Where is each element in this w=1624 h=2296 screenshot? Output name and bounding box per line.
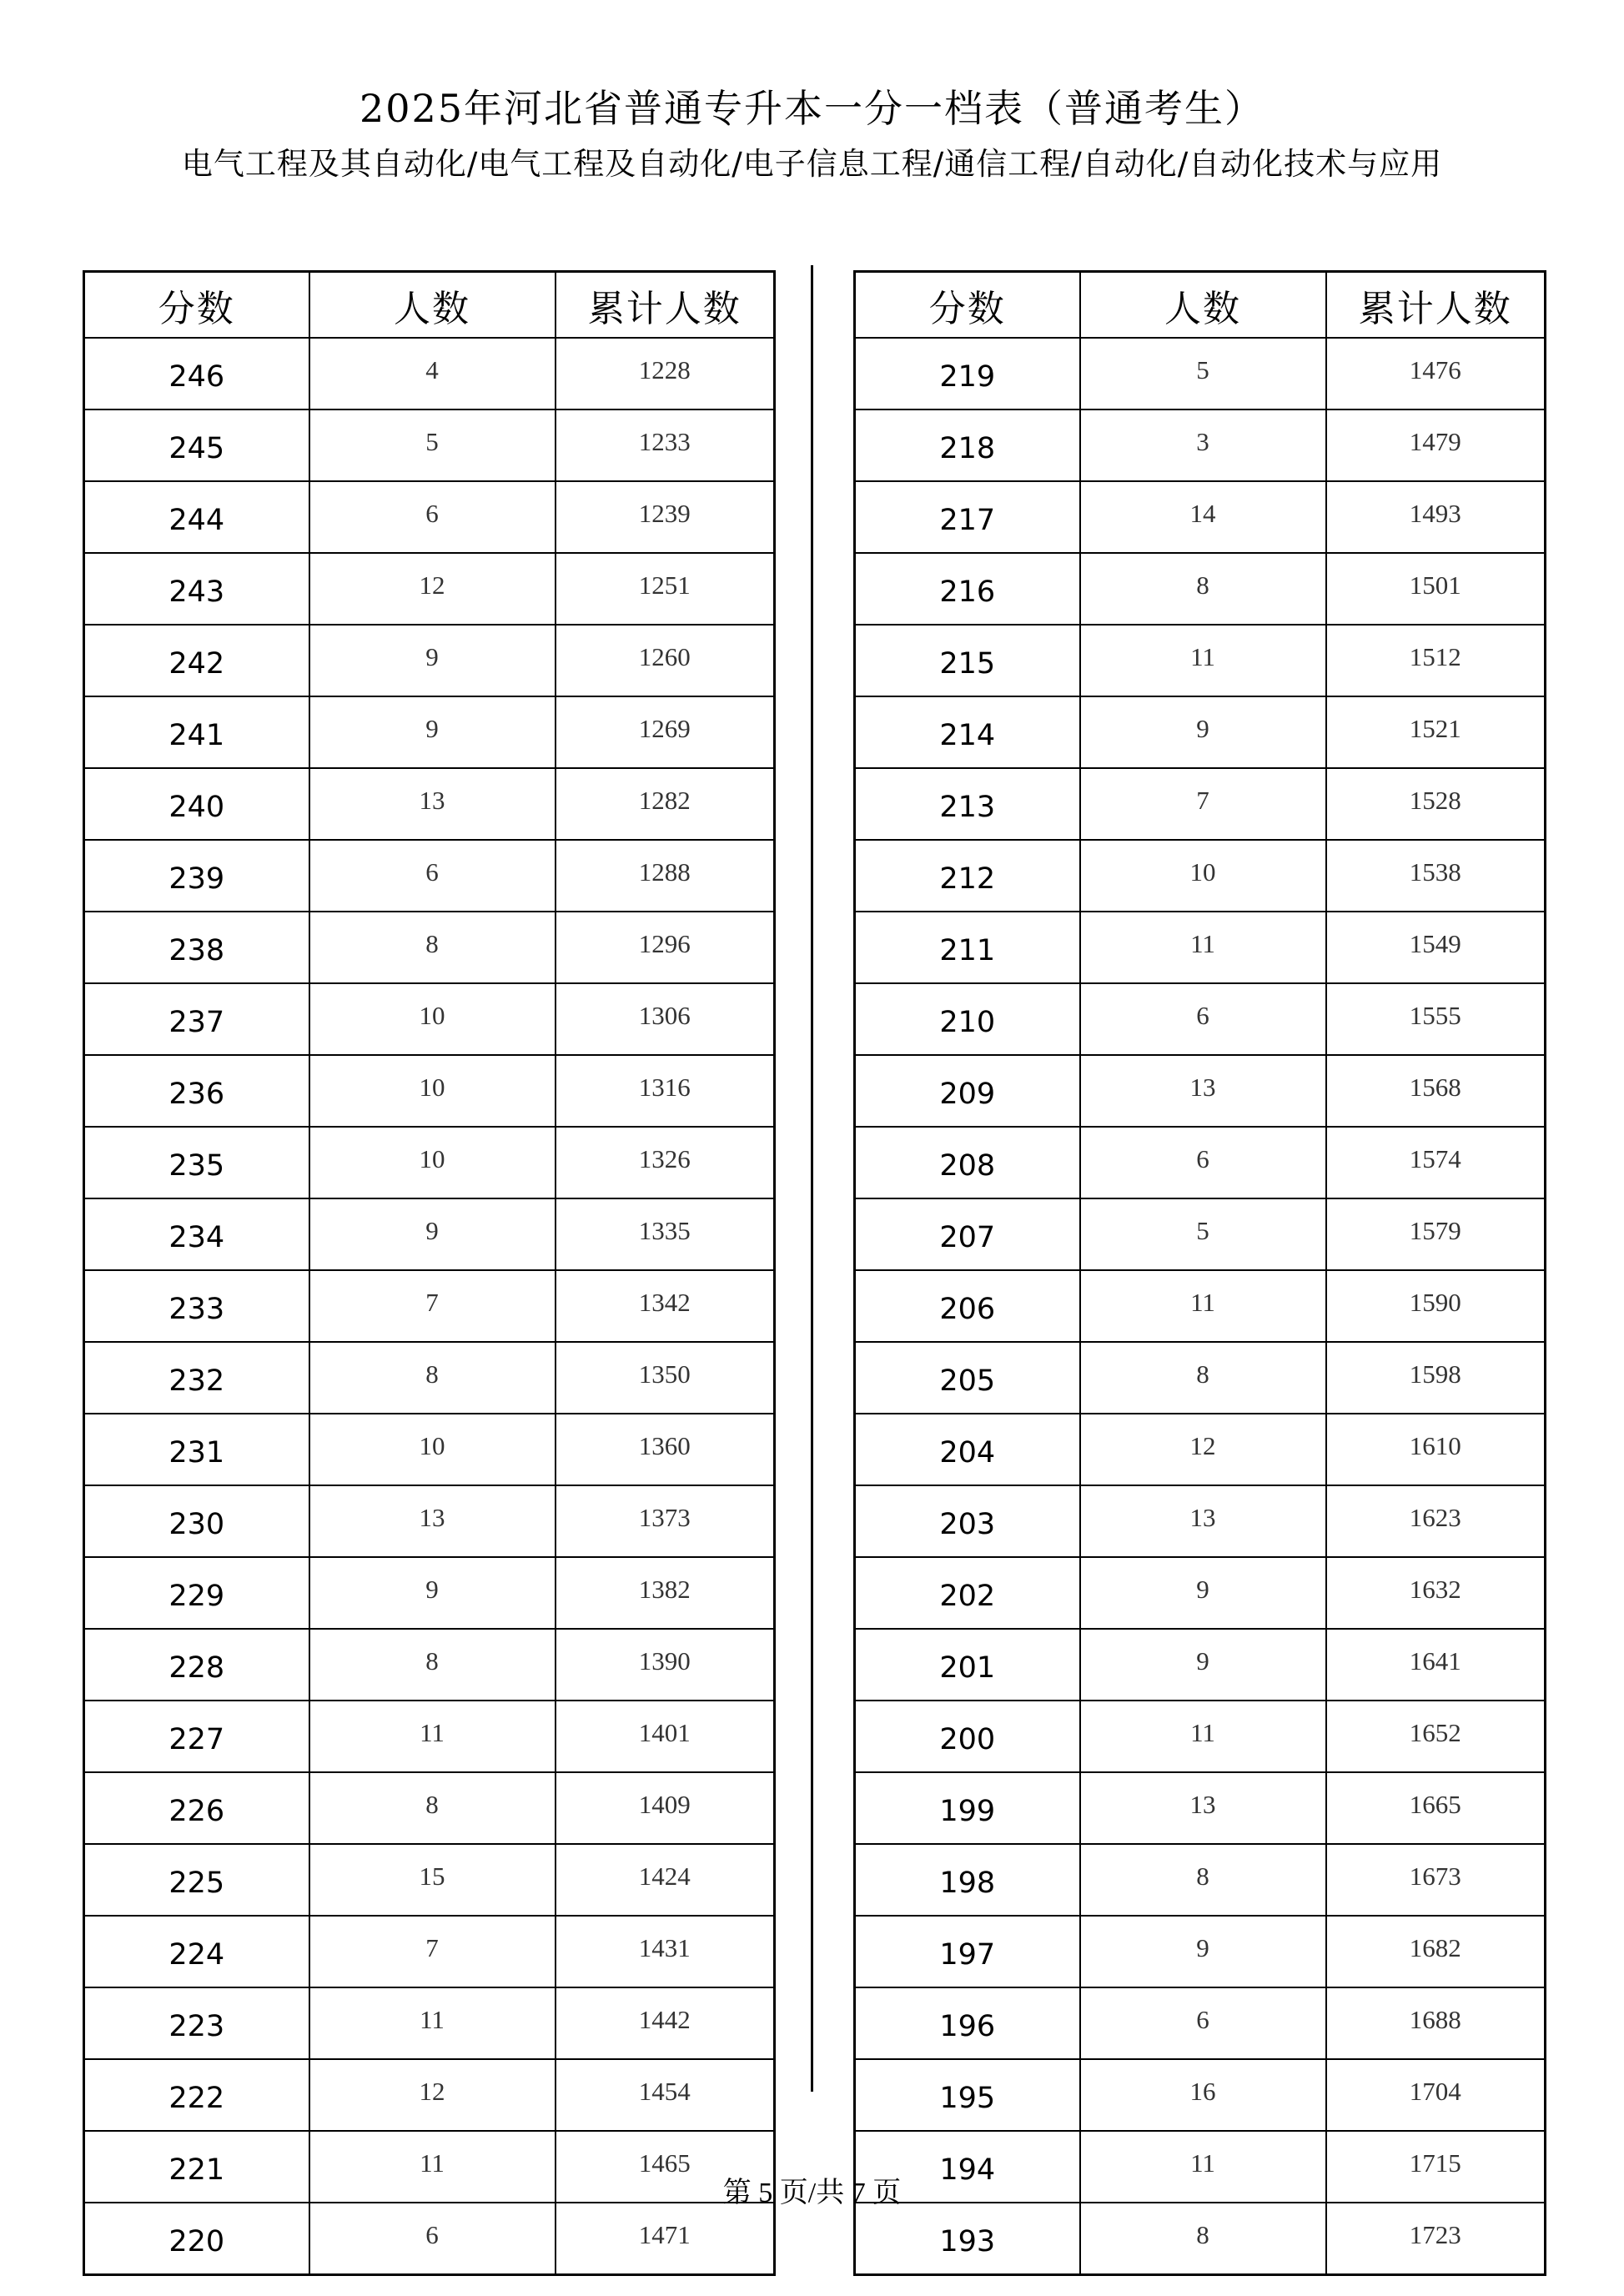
cell-cumulative: 1326 (556, 1127, 775, 1198)
table-row (84, 1772, 775, 1844)
table-row (855, 1342, 1546, 1414)
cell-score: 193 (855, 2203, 1080, 2275)
cell-cumulative: 1579 (1326, 1198, 1546, 1270)
cell-cumulative: 1590 (1326, 1270, 1546, 1342)
cell-count: 3 (1080, 409, 1326, 481)
cell-count: 13 (309, 768, 556, 840)
cell-count: 6 (309, 481, 556, 553)
table-row (855, 840, 1546, 912)
cell-count: 13 (1080, 1772, 1326, 1844)
cell-score: 246 (84, 338, 309, 409)
header-score: 分数 (855, 272, 1080, 339)
cell-count: 11 (1080, 912, 1326, 983)
cell-cumulative: 1479 (1326, 409, 1546, 481)
table-row (855, 1701, 1546, 1772)
cell-cumulative: 1610 (1326, 1414, 1546, 1485)
table-row (855, 481, 1546, 553)
cell-cumulative: 1673 (1326, 1844, 1546, 1916)
cell-count: 11 (309, 2131, 556, 2203)
page-footer: 第 5 页/共 7 页 (722, 2178, 902, 2208)
cell-cumulative: 1568 (1326, 1055, 1546, 1127)
cell-count: 7 (1080, 768, 1326, 840)
cell-cumulative: 1409 (556, 1772, 775, 1844)
cell-cumulative: 1521 (1326, 696, 1546, 768)
cell-cumulative: 1306 (556, 983, 775, 1055)
cell-count: 8 (309, 912, 556, 983)
cell-score: 206 (855, 1270, 1080, 1342)
cell-cumulative: 1401 (556, 1701, 775, 1772)
cell-count: 11 (1080, 625, 1326, 696)
cell-score: 240 (84, 768, 309, 840)
table-row (855, 553, 1546, 625)
page-title: 2025年河北省普通专升本一分一档表（普通考生） (359, 86, 1265, 131)
cell-cumulative: 1431 (556, 1916, 775, 1987)
cell-cumulative: 1688 (1326, 1987, 1546, 2059)
cell-count: 14 (1080, 481, 1326, 553)
cell-count: 11 (1080, 1701, 1326, 1772)
page-subtitle: 电气工程及其自动化/电气工程及自动化/电子信息工程/通信工程/自动化/自动化技术与应用 (181, 146, 1443, 182)
cell-count: 11 (309, 1701, 556, 1772)
cell-score: 241 (84, 696, 309, 768)
cell-cumulative: 1598 (1326, 1342, 1546, 1414)
table-row (855, 1414, 1546, 1485)
cell-cumulative: 1555 (1326, 983, 1546, 1055)
column-divider (811, 265, 813, 2092)
table-row (855, 409, 1546, 481)
table-row (855, 338, 1546, 409)
table-row (84, 481, 775, 553)
table-row (84, 1916, 775, 1987)
cell-score: 237 (84, 983, 309, 1055)
cell-score: 207 (855, 1198, 1080, 1270)
cell-cumulative: 1528 (1326, 768, 1546, 840)
cell-score: 208 (855, 1127, 1080, 1198)
table-row (84, 1127, 775, 1198)
cell-score: 226 (84, 1772, 309, 1844)
cell-score: 217 (855, 481, 1080, 553)
cell-count: 8 (309, 1342, 556, 1414)
cell-cumulative: 1373 (556, 1485, 775, 1557)
cell-count: 4 (309, 338, 556, 409)
cell-count: 9 (1080, 1557, 1326, 1629)
table-body (855, 338, 1546, 2275)
cell-cumulative: 1682 (1326, 1916, 1546, 1987)
cell-score: 199 (855, 1772, 1080, 1844)
table-row (855, 1485, 1546, 1557)
cell-cumulative: 1239 (556, 481, 775, 553)
cell-score: 239 (84, 840, 309, 912)
cell-score: 201 (855, 1629, 1080, 1701)
cell-cumulative: 1549 (1326, 912, 1546, 983)
table-row (84, 768, 775, 840)
header-cumulative: 累计人数 (1326, 272, 1546, 339)
cell-count: 9 (309, 625, 556, 696)
cell-count: 9 (1080, 696, 1326, 768)
table-row (84, 983, 775, 1055)
cell-score: 209 (855, 1055, 1080, 1127)
cell-cumulative: 1342 (556, 1270, 775, 1342)
cell-cumulative: 1501 (1326, 553, 1546, 625)
table-row (84, 1414, 775, 1485)
cell-cumulative: 1652 (1326, 1701, 1546, 1772)
cell-score: 243 (84, 553, 309, 625)
cell-score: 245 (84, 409, 309, 481)
cell-count: 11 (1080, 1270, 1326, 1342)
table-row (84, 1270, 775, 1342)
table-header-row (84, 272, 775, 339)
table-row (84, 2203, 775, 2275)
cell-count: 13 (1080, 1485, 1326, 1557)
cell-score: 215 (855, 625, 1080, 696)
cell-count: 9 (1080, 1916, 1326, 1987)
cell-score: 229 (84, 1557, 309, 1629)
cell-cumulative: 1723 (1326, 2203, 1546, 2275)
table-row (855, 2059, 1546, 2131)
cell-count: 6 (1080, 983, 1326, 1055)
header-cumulative: 累计人数 (556, 272, 775, 339)
table-row (855, 912, 1546, 983)
table-row (84, 338, 775, 409)
table-row (84, 1198, 775, 1270)
cell-cumulative: 1715 (1326, 2131, 1546, 2203)
table-row (84, 1987, 775, 2059)
cell-cumulative: 1512 (1326, 625, 1546, 696)
cell-cumulative: 1382 (556, 1557, 775, 1629)
cell-count: 10 (309, 1055, 556, 1127)
cell-cumulative: 1350 (556, 1342, 775, 1414)
cell-score: 224 (84, 1916, 309, 1987)
cell-count: 16 (1080, 2059, 1326, 2131)
table-row (84, 1629, 775, 1701)
table-row (855, 696, 1546, 768)
table-row (84, 1701, 775, 1772)
cell-cumulative: 1251 (556, 553, 775, 625)
table-row (855, 1055, 1546, 1127)
cell-count: 11 (309, 1987, 556, 2059)
cell-cumulative: 1424 (556, 1844, 775, 1916)
cell-score: 194 (855, 2131, 1080, 2203)
cell-count: 15 (309, 1844, 556, 1916)
cell-cumulative: 1493 (1326, 481, 1546, 553)
cell-cumulative: 1471 (556, 2203, 775, 2275)
table-row (84, 696, 775, 768)
table-header-row (855, 272, 1546, 339)
table-row (855, 1270, 1546, 1342)
cell-score: 205 (855, 1342, 1080, 1414)
cell-score: 244 (84, 481, 309, 553)
cell-score: 195 (855, 2059, 1080, 2131)
cell-count: 9 (309, 1557, 556, 1629)
cell-count: 6 (309, 840, 556, 912)
cell-count: 8 (1080, 553, 1326, 625)
table-row (855, 1198, 1546, 1270)
table-row (84, 1342, 775, 1414)
cell-score: 234 (84, 1198, 309, 1270)
table-row (84, 1485, 775, 1557)
cell-count: 10 (309, 983, 556, 1055)
cell-count: 6 (1080, 1127, 1326, 1198)
cell-count: 11 (1080, 2131, 1326, 2203)
cell-cumulative: 1632 (1326, 1557, 1546, 1629)
cell-cumulative: 1454 (556, 2059, 775, 2131)
cell-count: 6 (309, 2203, 556, 2275)
cell-cumulative: 1288 (556, 840, 775, 912)
cell-count: 5 (309, 409, 556, 481)
table-row (84, 1557, 775, 1629)
table-row (84, 912, 775, 983)
cell-cumulative: 1360 (556, 1414, 775, 1485)
cell-cumulative: 1465 (556, 2131, 775, 2203)
cell-count: 12 (309, 2059, 556, 2131)
cell-count: 8 (309, 1772, 556, 1844)
cell-count: 10 (1080, 840, 1326, 912)
cell-score: 213 (855, 768, 1080, 840)
cell-cumulative: 1390 (556, 1629, 775, 1701)
table-row (84, 409, 775, 481)
cell-count: 10 (309, 1127, 556, 1198)
cell-cumulative: 1538 (1326, 840, 1546, 912)
cell-score: 218 (855, 409, 1080, 481)
cell-cumulative: 1641 (1326, 1629, 1546, 1701)
header-score: 分数 (84, 272, 309, 339)
cell-count: 13 (1080, 1055, 1326, 1127)
cell-score: 227 (84, 1701, 309, 1772)
table-row (855, 768, 1546, 840)
cell-cumulative: 1228 (556, 338, 775, 409)
cell-score: 238 (84, 912, 309, 983)
cell-count: 7 (309, 1270, 556, 1342)
table-row (855, 1844, 1546, 1916)
table-row (84, 1055, 775, 1127)
cell-score: 203 (855, 1485, 1080, 1557)
cell-count: 8 (1080, 1342, 1326, 1414)
cell-cumulative: 1296 (556, 912, 775, 983)
cell-score: 223 (84, 1987, 309, 2059)
cell-cumulative: 1269 (556, 696, 775, 768)
cell-count: 8 (1080, 1844, 1326, 1916)
cell-cumulative: 1574 (1326, 1127, 1546, 1198)
cell-count: 12 (309, 553, 556, 625)
cell-score: 225 (84, 1844, 309, 1916)
header-count: 人数 (1080, 272, 1326, 339)
cell-cumulative: 1260 (556, 625, 775, 696)
cell-count: 10 (309, 1414, 556, 1485)
table-row (84, 2059, 775, 2131)
cell-count: 7 (309, 1916, 556, 1987)
table-row (855, 1629, 1546, 1701)
table-row (855, 2203, 1546, 2275)
header-count: 人数 (309, 272, 556, 339)
cell-score: 219 (855, 338, 1080, 409)
cell-score: 233 (84, 1270, 309, 1342)
table-body (84, 338, 775, 2275)
cell-score: 197 (855, 1916, 1080, 1987)
cell-score: 216 (855, 553, 1080, 625)
table-row (855, 1127, 1546, 1198)
table-row (84, 840, 775, 912)
cell-cumulative: 1316 (556, 1055, 775, 1127)
cell-cumulative: 1623 (1326, 1485, 1546, 1557)
cell-count: 13 (309, 1485, 556, 1557)
cell-score: 202 (855, 1557, 1080, 1629)
table-row (855, 983, 1546, 1055)
cell-cumulative: 1665 (1326, 1772, 1546, 1844)
table-row (84, 1844, 775, 1916)
table-row (855, 1557, 1546, 1629)
cell-score: 228 (84, 1629, 309, 1701)
cell-count: 6 (1080, 1987, 1326, 2059)
cell-count: 5 (1080, 1198, 1326, 1270)
cell-score: 232 (84, 1342, 309, 1414)
score-table-left (83, 270, 776, 2276)
cell-score: 210 (855, 983, 1080, 1055)
cell-cumulative: 1233 (556, 409, 775, 481)
cell-score: 220 (84, 2203, 309, 2275)
table-row (855, 625, 1546, 696)
cell-score: 211 (855, 912, 1080, 983)
cell-score: 236 (84, 1055, 309, 1127)
cell-score: 230 (84, 1485, 309, 1557)
cell-count: 9 (309, 696, 556, 768)
cell-cumulative: 1704 (1326, 2059, 1546, 2131)
cell-score: 222 (84, 2059, 309, 2131)
cell-count: 8 (309, 1629, 556, 1701)
cell-score: 231 (84, 1414, 309, 1485)
cell-cumulative: 1476 (1326, 338, 1546, 409)
cell-count: 9 (1080, 1629, 1326, 1701)
cell-count: 5 (1080, 338, 1326, 409)
cell-score: 198 (855, 1844, 1080, 1916)
score-table-right (853, 270, 1546, 2276)
cell-score: 212 (855, 840, 1080, 912)
table-row (84, 625, 775, 696)
cell-score: 196 (855, 1987, 1080, 2059)
cell-count: 8 (1080, 2203, 1326, 2275)
table-row (855, 1987, 1546, 2059)
cell-score: 221 (84, 2131, 309, 2203)
cell-score: 204 (855, 1414, 1080, 1485)
cell-count: 9 (309, 1198, 556, 1270)
cell-count: 12 (1080, 1414, 1326, 1485)
table-row (855, 1916, 1546, 1987)
cell-score: 214 (855, 696, 1080, 768)
cell-cumulative: 1282 (556, 768, 775, 840)
cell-cumulative: 1335 (556, 1198, 775, 1270)
cell-score: 242 (84, 625, 309, 696)
cell-score: 235 (84, 1127, 309, 1198)
table-row (84, 553, 775, 625)
cell-score: 200 (855, 1701, 1080, 1772)
table-row (855, 1772, 1546, 1844)
cell-cumulative: 1442 (556, 1987, 775, 2059)
